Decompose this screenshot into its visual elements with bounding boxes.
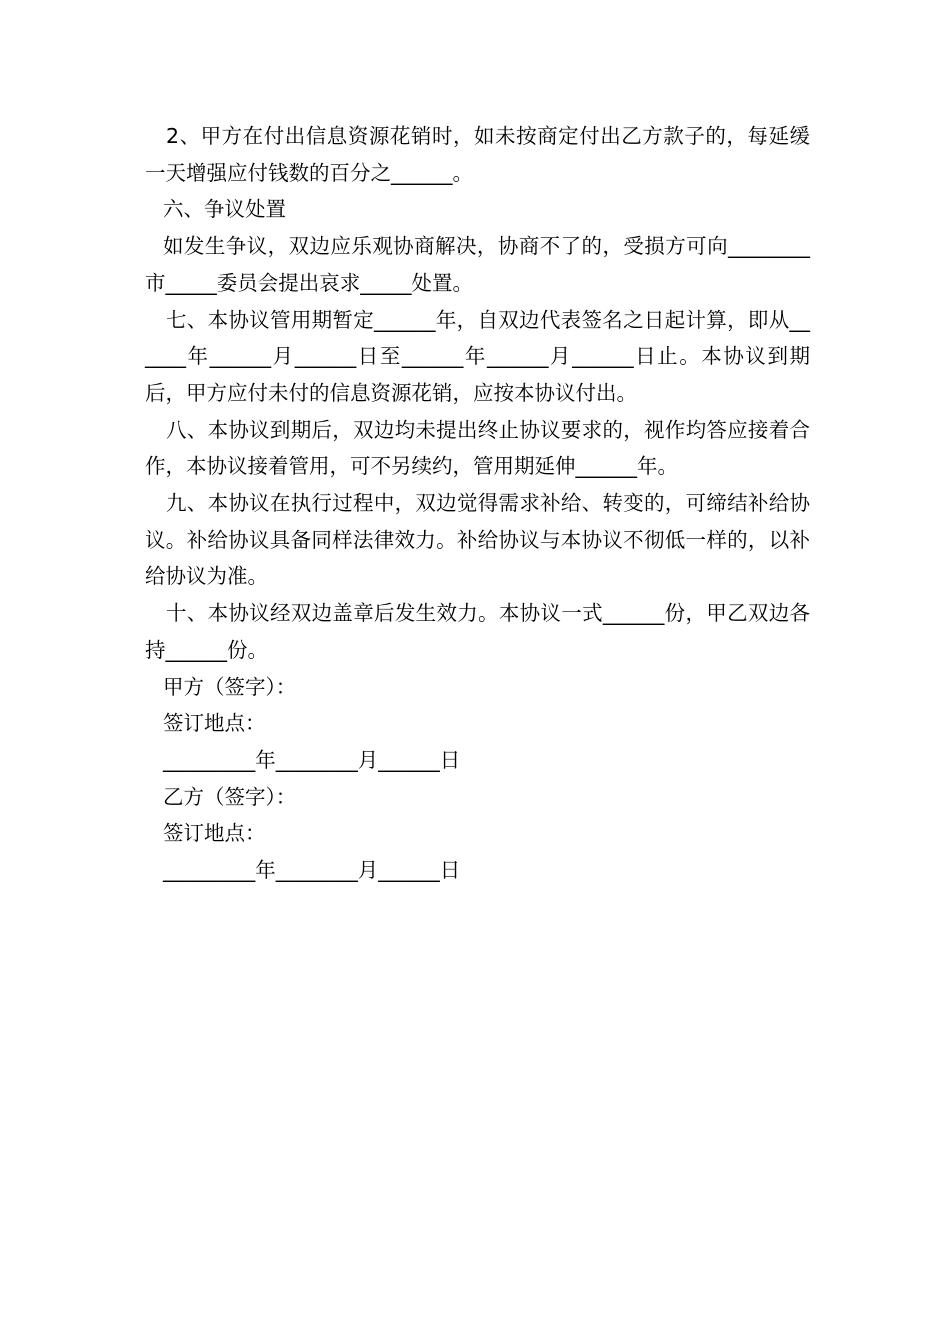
section-heading-dispute: 六、争议处置 xyxy=(163,197,286,222)
document-page xyxy=(145,118,810,889)
party-a-date-line: _________年________月______日 xyxy=(163,747,461,772)
party-b-date-line: _________年________月______日 xyxy=(163,858,461,883)
clause-dispute-resolution: 如发生争议，双边应乐观协商解决，协商不了的，受损方可向________市_____委员会提出哀求_____处置。 xyxy=(145,234,810,295)
clause-supplementary-agreement: 九、本协议在执行过程中，双边觉得需求补给、转变的，可缔结补给协议。补给协议具备同样法律效力。补给协议与本协议不彻低一样的，以补给协议为准。 xyxy=(145,491,810,589)
party-b-signing-place-label: 签订地点： xyxy=(163,821,266,846)
clause-validity-period: 七、本协议管用期暂定______年，自双边代表签名之日起计算，即从______年______月______日至______年______月______日止。本协议到期后，甲方应付未付的信息资源花销，应按本协议付出。 xyxy=(145,307,810,405)
party-b-signature-label: 乙方（签字）： xyxy=(163,784,297,809)
party-a-signature-label: 甲方（签字）： xyxy=(163,674,297,699)
clause-renewal: 八、本协议到期后，双边均未提出终止协议要求的，视作均答应接着合作，本协议接着管用，可不另续约，管用期延伸______年。 xyxy=(145,417,810,479)
clause-effectiveness: 十、本协议经双边盖章后发生效力。本协议一式______份，甲乙双边各持______份。 xyxy=(145,601,810,662)
clause-late-payment: 2、甲方在付出信息资源花销时，如未按商定付出乙方款子的，每延缓一天增强应付钱数的百分之______。 xyxy=(145,124,810,185)
party-a-signing-place-label: 签订地点： xyxy=(163,711,266,736)
